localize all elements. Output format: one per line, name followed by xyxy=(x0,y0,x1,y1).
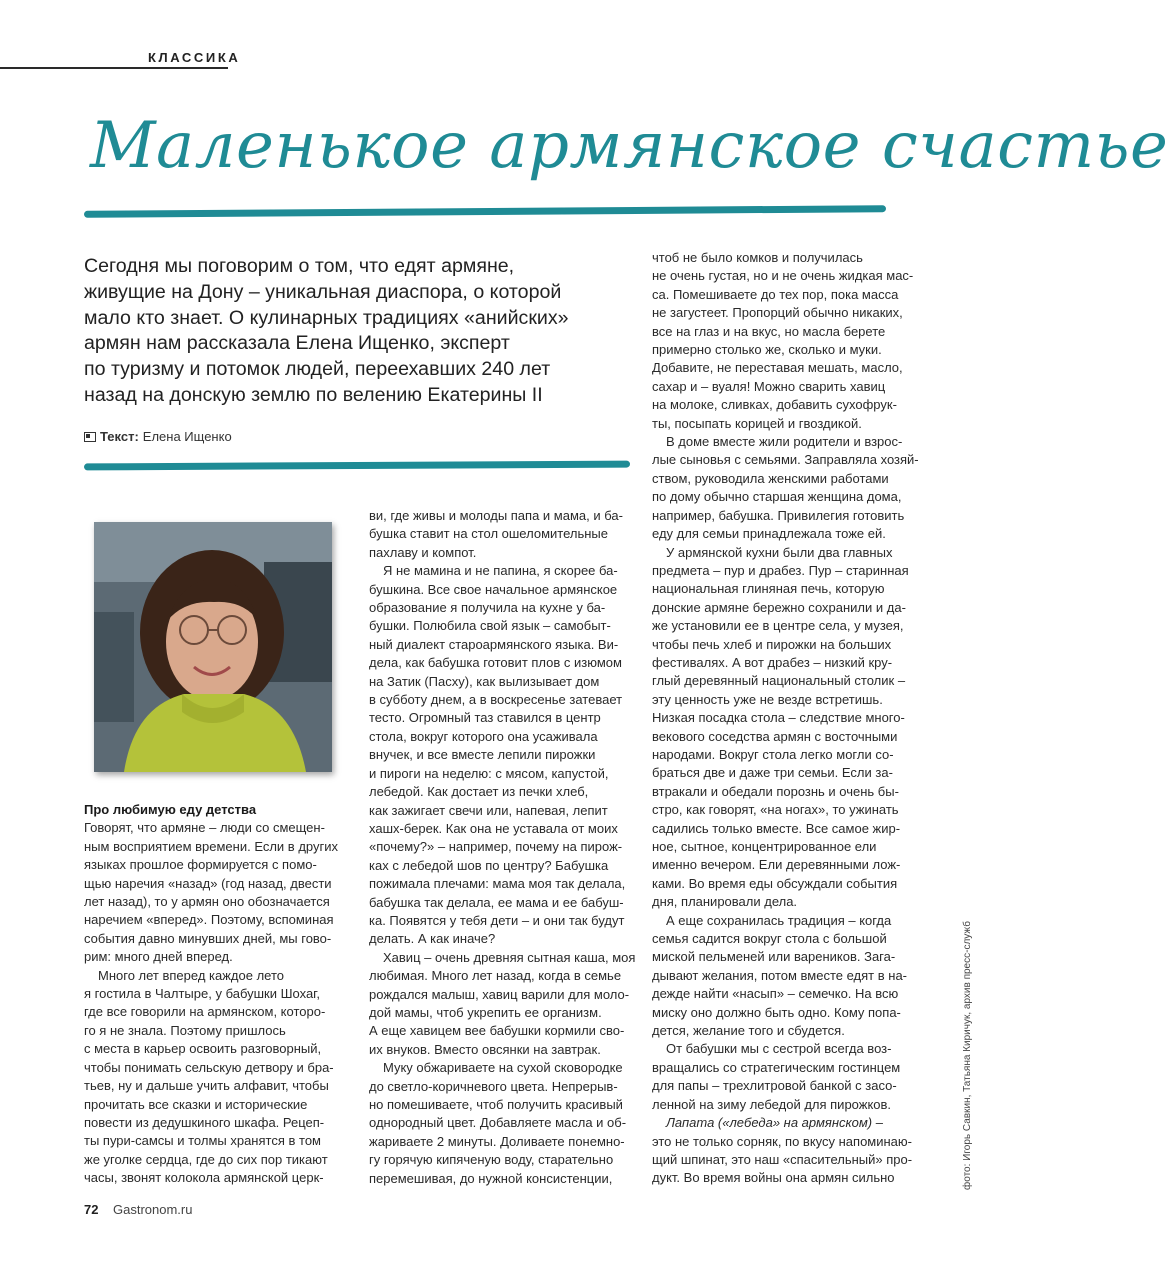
body-column-2 xyxy=(369,507,636,1188)
body-line: наречием «вперед». Поэтому, вспоминая xyxy=(84,912,334,928)
body-line: но помешиваете, чтоб получить красивый xyxy=(369,1097,623,1112)
body-line: ством, руководила женскими работами xyxy=(652,470,889,486)
body-line: А еще сохранилась традиция – когда xyxy=(666,912,892,928)
byline-author: Елена Ищенко xyxy=(142,429,232,444)
body-line: часы, звонят колокола армянской церк- xyxy=(84,1170,324,1186)
body-line: национальная глиняная печь, которую xyxy=(652,581,885,597)
body-line: ты, посыпать корицей и гвоздикой. xyxy=(652,415,862,431)
photo-credit: фото: Игорь Савкин, Татьяна Киричук, архив пресс-служб xyxy=(962,921,973,1190)
body-line: дукт. Во время войны она армян сильно xyxy=(652,1170,895,1186)
body-line: например, бабушка. Привилегия готовить xyxy=(652,507,905,523)
body-line: чтобы понимать сельскую детвору и бра- xyxy=(84,1059,334,1075)
body-line: стро, как говорят, «на ногах», то ужинать xyxy=(652,802,899,818)
page-number: 72 xyxy=(84,1202,99,1217)
byline xyxy=(84,429,232,444)
body-line: бушка ставит на стол ошеломительные xyxy=(369,526,608,542)
body-line: в субботу днем, а в воскресенье затевает xyxy=(369,692,623,708)
body-line: «почему?» – например, почему на пирож- xyxy=(369,839,623,855)
body-line: не очень густая, но и не очень жидкая мас- xyxy=(652,268,914,284)
body-line: У армянской кухни были два главных xyxy=(666,544,893,560)
body-line: чтобы печь хлеб и пирожки на больших xyxy=(652,636,892,652)
body-line: дывают желания, потом вместе едят в на- xyxy=(652,967,908,983)
body-line: это не только сорняк, по вкусу напоминаю- xyxy=(652,1133,912,1149)
body-line: лебедой. Как достает из печки хлеб, xyxy=(369,784,589,800)
body-line: повести из дедушкиного шкафа. Рецеп- xyxy=(84,1114,325,1130)
body-line: стола, вокруг которого она усаживала xyxy=(369,728,598,744)
body-line: как зажигает свечи или, напевая, лепит xyxy=(369,802,608,818)
body-line: делать. А как иначе? xyxy=(369,931,496,947)
body-line: дежде найти «насып» – семечко. На всю xyxy=(652,986,899,1002)
body-line: сахар и – вуаля! Можно сварить хавиц xyxy=(652,378,886,394)
body-line: еду для семьи принадлежала тоже ей. xyxy=(652,526,886,542)
body-line: дой мамы, чтоб укрепить ее организм. xyxy=(369,1004,602,1020)
body-line: дется, желание того и сбудется. xyxy=(652,1023,845,1039)
body-line: донские армяне бережно сохранили и да- xyxy=(652,599,906,615)
rubric-rule xyxy=(0,67,228,69)
body-line: ви, где живы и молоды папа и мама, и ба- xyxy=(369,508,623,523)
section-rubric: КЛАССИКА xyxy=(148,50,241,65)
body-line: предмета – пур и драбез. Пур – старинная xyxy=(652,562,909,578)
body-line: Много лет вперед каждое лето xyxy=(98,967,285,983)
body-line: ным восприятием времени. Если в других xyxy=(84,838,339,854)
body-line: языках прошлое формируется с помо- xyxy=(84,857,317,873)
body-line: ное, сытное, концентрированное ели xyxy=(652,839,877,854)
body-line: образование я получила на кухне у ба- xyxy=(369,600,606,616)
body-line: лые сыновья с семьями. Заправляла хозяй- xyxy=(652,452,919,468)
body-line: рождался малыш, хавиц варили для моло- xyxy=(369,986,630,1002)
body-line: пахлаву и компот. xyxy=(369,544,477,560)
body-line: вращались со стратегическим гостинцем xyxy=(652,1059,901,1075)
body-line: на Затик (Пасху), как вылизывает дом xyxy=(369,673,600,689)
article-lead xyxy=(84,254,644,409)
body-line: дела, как бабушка готовит плов с изюмом xyxy=(369,655,622,671)
body-line: по дому обычно старшая женщина дома, xyxy=(652,489,902,505)
body-line: ками. Во время еды обсуждали события xyxy=(652,875,898,891)
body-line: са. Помешиваете до тех пор, пока масса xyxy=(652,286,899,302)
body-line: векового соседства армян с восточными xyxy=(652,728,898,744)
body-line: пожимала плечами: мама моя так делала, xyxy=(369,876,626,892)
body-line: эту ценность уже не везде встретишь. xyxy=(652,691,883,707)
body-line: фестивалях. А вот драбез – низкий кру- xyxy=(652,654,893,670)
body-line: их внуков. Вместо овсянки на завтрак. xyxy=(369,1041,601,1057)
document-icon xyxy=(84,432,96,442)
lead-line: Сегодня мы поговорим о том, что едят армяне, xyxy=(84,255,515,277)
body-line: для папы – трехлитровой банкой с засо- xyxy=(652,1078,897,1094)
body-line: бушкина. Все свое начальное армянское xyxy=(369,581,618,597)
body-line: Добавите, не переставая мешать, масло, xyxy=(652,360,903,376)
body-line: лет назад), то у армян оно обозначается xyxy=(84,894,330,910)
body-line: бабушка так делала, ее мама и ее бабуш- xyxy=(369,894,624,910)
body-line: на молоке, сливках, добавить сухофрук- xyxy=(652,397,897,413)
body-column-3 xyxy=(652,249,919,1188)
subheading: Про любимую еду детства xyxy=(84,802,257,817)
body-line: Муку обжариваете на сухой сковородке xyxy=(383,1060,623,1076)
body-line: ках с лебедой шов по центру? Бабушка xyxy=(369,857,609,873)
body-line: ный диалект староармянского языка. Ви- xyxy=(369,636,619,652)
body-line: дня, планировали дела. xyxy=(652,894,798,910)
body-line: где все говорили на армянском, которо- xyxy=(84,1004,326,1020)
body-line: гу горячую кипяченую воду, старательно xyxy=(369,1152,614,1168)
body-line: втракали и обедали порознь и очень бы- xyxy=(652,783,899,799)
body-line: Я не мамина и не папина, я скорее ба- xyxy=(383,563,618,579)
body-line: В доме вместе жили родители и взрос- xyxy=(666,434,903,450)
lead-line: назад на донскую землю по велению Екатерины II xyxy=(84,383,543,406)
body-line: все на глаз и на вкус, но масла берете xyxy=(652,323,886,339)
body-line: не загустеет. Пропорций обычно никаких, xyxy=(652,305,903,321)
body-line: и пироги на неделю: с мясом, капустой, xyxy=(369,765,609,781)
body-line: браться две и даже три семьи. Если за- xyxy=(652,765,893,781)
body-line: прочитать все сказки и исторические xyxy=(84,1096,308,1112)
body-line: бушки. Полюбила свой язык – самобыт- xyxy=(369,618,611,634)
body-line: Говорят, что армяне – люди со смещен- xyxy=(84,820,325,836)
body-line: народами. Вокруг стола легко могли со- xyxy=(652,746,894,762)
body-line: ка. Появятся у тебя дети – и они так будут xyxy=(369,912,625,928)
body-line: рим: много дней вперед. xyxy=(84,949,233,965)
body-line: Хавиц – очень древняя сытная каша, моя xyxy=(383,949,636,965)
body-line: го я не знала. Поэтому пришлось xyxy=(84,1022,286,1038)
body-line: примерно столько же, сколько и муки. xyxy=(652,342,882,358)
body-line: щью наречия «назад» (год назад, двести xyxy=(84,875,332,891)
body-line: семья садится вокруг стола с большой xyxy=(652,931,887,947)
body-line: жариваете 2 минуты. Доливаете понемно- xyxy=(369,1133,625,1149)
body-line: любимая. Много лет назад, когда в семье xyxy=(369,968,622,984)
body-line: же уголке сердца, где до сих пор тикают xyxy=(84,1151,328,1167)
body-line: события давно минувших дней, мы гово- xyxy=(84,930,332,946)
body-line: хашх-берек. Как она не уставала от моих xyxy=(369,820,618,836)
body-line: Низкая посадка стола – следствие много- xyxy=(652,710,905,726)
body-line: От бабушки мы с сестрой всегда воз- xyxy=(666,1041,892,1057)
body-line: внучек, и все вместе лепили пирожки xyxy=(369,747,596,763)
body-line: глый деревянный национальный столик – xyxy=(652,673,906,689)
body-line: ленной на зиму лебедой для пирожков. xyxy=(652,1096,892,1112)
body-line: с места в карьер освоить разговорный, xyxy=(84,1041,322,1057)
byline-label: Текст: xyxy=(100,429,139,444)
body-line: чтоб не было комков и получилась xyxy=(652,250,863,265)
author-photo xyxy=(94,522,332,772)
body-line: тесто. Огромный таз ставился в центр xyxy=(369,710,601,726)
body-line: ты пури-самсы и толмы хранятся в том xyxy=(84,1133,321,1149)
body-line: перемешивая, до нужной консистенции, xyxy=(369,1170,613,1186)
body-line: миску оно должно быть одно. Кому попа- xyxy=(652,1004,901,1020)
body-line: тьев, ну и дальше учить алфавит, чтобы xyxy=(84,1078,329,1094)
body-line: миской пельменей или вареников. Зага- xyxy=(652,949,896,965)
lead-line: живущие на Дону – уникальная диаспора, о которой xyxy=(84,280,562,303)
body-line: А еще хавицем вее бабушки кормили сво- xyxy=(369,1023,625,1039)
lead-underline xyxy=(84,461,630,471)
body-line: однородный цвет. Добавляете масла и об- xyxy=(369,1115,627,1131)
body-line: именно вечером. Ели деревянными лож- xyxy=(652,857,901,873)
body-line: я гостила в Чалтыре, у бабушки Шохаг, xyxy=(84,986,320,1002)
body-line: до светло-коричневого цвета. Непрерыв- xyxy=(369,1078,618,1094)
title-underline xyxy=(84,205,886,218)
body-line: же установили ее в центре села, у музея, xyxy=(652,618,904,634)
body-line: щий шпинат, это наш «спасительный» про- xyxy=(652,1151,913,1167)
body-column-1 xyxy=(84,801,346,1188)
site-name: Gastronom.ru xyxy=(113,1202,193,1217)
body-line: садились только вместе. Все самое жир- xyxy=(652,820,901,836)
lead-line: по туризму и потомок людей, переехавших 240 лет xyxy=(84,358,551,381)
lead-line: армян нам рассказала Елена Ищенко, эксперт xyxy=(84,332,510,355)
body-line: Лапата («лебеда» на армянском) – xyxy=(666,1115,883,1131)
lead-line: мало кто знает. О кулинарных традициях «анийских» xyxy=(84,306,569,329)
article-title: Маленькое армянское счастье xyxy=(90,109,1168,183)
